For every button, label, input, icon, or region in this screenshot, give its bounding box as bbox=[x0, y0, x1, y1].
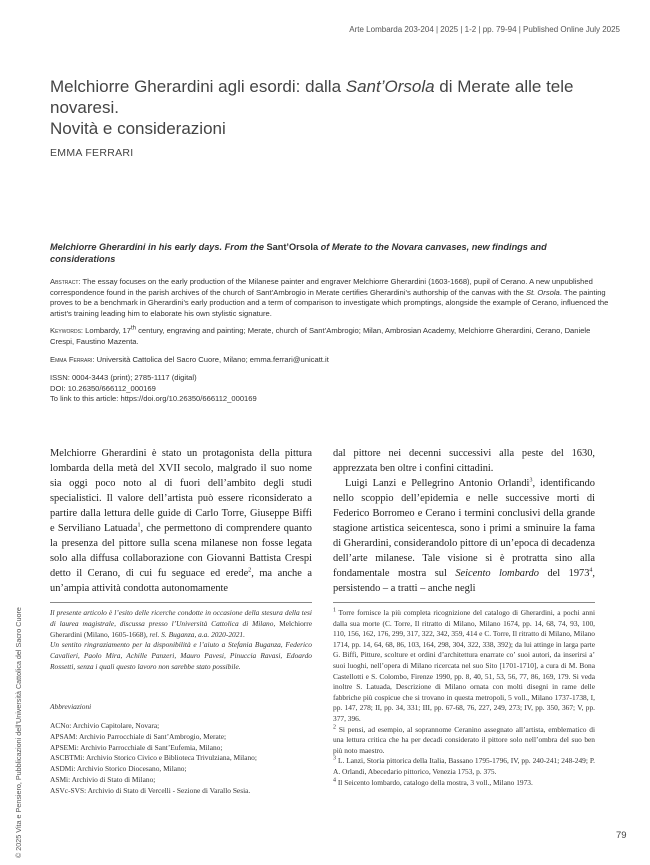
abbreviations-title: Abbreviazioni bbox=[50, 702, 92, 711]
footnote-ref[interactable]: 4 bbox=[589, 567, 593, 574]
acknowledgement bbox=[50, 608, 312, 673]
body-paragraph bbox=[50, 447, 312, 597]
body-text: , che permettono di comprendere quanto la presenza del pittore sulla scena milanese non fosse legata solo alla diffusa collaborazione con Giovanni Battista Crespi detto il Cerano, di cui fu seguace ed erede bbox=[50, 522, 312, 579]
abbreviation-item: ASVc-SVS: Archivio di Stato di Vercelli - Sezione di Varallo Sesia. bbox=[50, 785, 251, 795]
body-text: Luigi Lanzi e Pellegrino Antonio Orlandi bbox=[345, 477, 530, 489]
copyright-notice: © 2025 Vita e Pensiero, Pubblicazioni dell’Università Cattolica del Sacro Cuore bbox=[14, 607, 23, 858]
footnote-ref[interactable]: 3 bbox=[529, 477, 533, 484]
footnote-text: Si pensi, ad esempio, al soprannome Ceranino assegnato all’artista, emblematico di una lettura critica che ha per decadi considerato il pittore solo nell’ombra del suo ben più noto maestro. bbox=[333, 724, 595, 755]
title-italic: Sant’Orsola bbox=[345, 77, 435, 96]
body-column-left bbox=[50, 447, 312, 597]
abbreviation-item: APSAM: Archivio Parrocchiale di Sant’Ambrogio, Merate; bbox=[50, 731, 227, 741]
english-title-part3: of Merate to the Novara canvases, new findings and considerations bbox=[50, 242, 547, 264]
footnote-item bbox=[333, 756, 595, 777]
body-text: , ma anche a un’ampia attività condotta autonomamente bbox=[50, 567, 312, 594]
english-title-part2: Sant’Orsola bbox=[266, 242, 319, 252]
issn: ISSN: 0004-3443 (print); 2785-1117 (digital) bbox=[50, 373, 197, 383]
affiliation-text: : Università Cattolica del Sacro Cuore, Milano; emma.ferrari@unicatt.it bbox=[92, 354, 329, 364]
article-title bbox=[50, 76, 610, 139]
footnote-divider bbox=[50, 602, 312, 603]
article-header bbox=[50, 76, 610, 159]
body-text: Melchiorre Gherardini è stato un protagonista della pittura lombarda della metà del XVII secolo, malgrado il suo nome sia oggi poco noto al di fuori dell’ambito degli studi specialistici. Il valore dell’artista può essere riconsiderato a partire dalla lettura delle guide di Carlo Torre, Giuseppe Biffi e Serviliano Latuada bbox=[50, 448, 312, 534]
abbreviation-item: ASDMi: Archivio Storico Diocesano, Milano; bbox=[50, 764, 187, 773]
footnote-ref[interactable]: 2 bbox=[248, 567, 252, 574]
abbreviation-item: ASCBTMi: Archivio Storico Civico e Biblioteca Trivulziana, Milano; bbox=[50, 753, 257, 763]
english-title-part1: Melchiorre Gherardini in his early days. From the bbox=[50, 242, 267, 252]
footnote-item bbox=[333, 608, 595, 725]
footnote-number: 1 bbox=[333, 607, 336, 614]
body-text: del 1973 bbox=[539, 567, 590, 579]
footnote-ref[interactable]: 1 bbox=[137, 522, 141, 529]
page-number: 79 bbox=[616, 830, 627, 841]
ack-text-end: , rel. S. Buganza, a.a. 2020-2021. bbox=[145, 629, 245, 639]
keywords-label: Keywords bbox=[50, 326, 81, 336]
body-italic: Seicento lombardo bbox=[455, 567, 540, 579]
body-text: , persistendo – a tratti – anche negli bbox=[333, 567, 596, 594]
article-link[interactable]: To link to this article: https://doi.org/10.26350/666112_000169 bbox=[50, 394, 257, 404]
english-summary bbox=[50, 241, 610, 405]
affiliation-name: Emma Ferrari bbox=[50, 354, 93, 364]
footnotes bbox=[333, 608, 595, 788]
footnote-text: L. Lanzi, Storia pittorica della Italia, Bassano 1795-1796, IV, pp. 240-241; 248-249; P. A. Orlandi, Abecedario pittorico, Venezia 1753, p. 375. bbox=[333, 756, 595, 776]
title-text-start: Melchiorre Gherardini agli esordi: dalla bbox=[50, 77, 346, 96]
footnote-item bbox=[333, 725, 595, 757]
abbreviation-item: ACNo: Archivio Capitolare, Novara; bbox=[50, 721, 160, 730]
abbreviations-list bbox=[50, 721, 312, 796]
abstract-text: : The essay focuses on the early production of the Milanese painter and engraver Melchiorre Gherardini (1603-1668), pupil of Cerano. A new unpublished correspondence found in the parish archives of the church of Sant’Ambrogio in Merate certifies Gherardini’s authorship of the canvas with the bbox=[50, 277, 593, 297]
keywords-text: : Lombardy, 17 bbox=[80, 326, 131, 336]
abbreviation-item: ASMi: Archivio di Stato di Milano; bbox=[50, 774, 156, 784]
footnote-number: 4 bbox=[333, 777, 336, 784]
body-paragraph bbox=[333, 477, 595, 597]
abstract bbox=[50, 277, 610, 319]
abbreviation-item: APSEMi: Archivio Parrocchiale di Sant’Eufemia, Milano; bbox=[50, 742, 223, 752]
body-paragraph: dal pittore nei decenni successivi alla peste del 1630, apprezzata ben oltre i confini cittadini. bbox=[333, 448, 595, 474]
running-header: Arte Lombarda 203-204 | 2025 | 1-2 | pp. 79-94 | Published Online July 2025 bbox=[349, 25, 620, 34]
keywords-text-end: century, engraving and painting; Merate, church of Sant’Ambrogio; Milan, Ambrosian Academy, Melchiorre Gherardini, Cerano, Daniele Crespi, Faustino Mazenta. bbox=[50, 326, 591, 346]
footnote-divider bbox=[333, 602, 595, 603]
ack-text: Il presente articolo è l’esito delle ricerche condotte in occasione della stesura della tesi di laurea magistrale, discussa presso l’Università Cattolica di Milano, bbox=[50, 608, 312, 628]
abstract-italic: St. Orsola bbox=[526, 287, 560, 297]
author-name: EMMA FERRARI bbox=[50, 147, 134, 159]
footnote-number: 3 bbox=[333, 755, 336, 762]
ack-thesis-title: Melchiorre Gherardini (Milano, 1605-1668) bbox=[50, 618, 312, 639]
ack-paragraph bbox=[50, 608, 312, 640]
footnote-text: Torre fornisce la più completa ricognizione del catalogo di Gherardini, a pochi anni dalla sua morte (C. Torre, Il ritratto di Milano, Milano 1674, pp. 14, 68, 74, 93, 100, 110, 156, 162, 176, 299, 317, 322, 342, 359, 414 e C. Torre, Il ritratto di Milano, Milano 1714, pp. 14, 64, 68, 86, 103, 164, 298, 304, 322, 338, 392); da lui attinge in larga parte G. Biffi, Pitture, scolture et ordini d’architettura enarrate co’ suoi autori, da inserirsi a’ suoi luoghi, nell’opera di Milano ricercata nel suo Sito [1701-1710], a cura di M. Bona Castellotti e S. Colombo, Firenze 1990, pp. 8, 40, 51, 53, 56, 77, 86, 169, 179. Si veda inoltre S. Latuada, Descrizione di Milano ornata con molti disegni in rame delle fabbriche più cospicue che si trovano in questa metropoli, 5 voll., Milano 1737-1738, I, pp. 147, 278; II, pp. 34, 331; III, pp. 67-68, 76, 227, 249, 273; IV, pp. 350, 367; V, pp. 377, 396. bbox=[333, 608, 595, 723]
footnote-text: Il Seicento lombardo, catalogo della mostra, 3 voll., Milano 1973. bbox=[336, 777, 533, 787]
article-meta bbox=[50, 373, 610, 405]
keywords bbox=[50, 326, 610, 347]
english-title bbox=[50, 241, 610, 265]
abstract-label: Abstract bbox=[50, 277, 79, 286]
body-column-right bbox=[333, 447, 595, 597]
footnote-number: 2 bbox=[333, 724, 336, 731]
title-line-2: Novità e considerazioni bbox=[50, 119, 226, 138]
doi[interactable]: DOI: 10.26350/666112_000169 bbox=[50, 383, 156, 393]
footnote-item bbox=[333, 778, 595, 789]
body-text: , identificando nello scoppio dell’epidemia e nelle successive morti di Federico Borromeo e Cerano i termini conclusivi della grande stagione artistica seicentesca, sono i primi a sminuire la fama di Gherardini, considerandolo pittore di un’epoca di decadenza dell’arte milanese. Tale visione si è protratta sino alla fondamentale mostra sul bbox=[333, 477, 595, 579]
keywords-sup: th bbox=[131, 325, 137, 332]
title-text-end: di Merate alle tele novaresi. bbox=[50, 77, 574, 117]
abstract-text-end: . The painting proves to be a benchmark in Gherardini’s early production and a term of comparison to investigate which promptings, alongside the example of Cerano, influenced the artist’s training leading him to elaborate his own stylistic signature. bbox=[50, 287, 609, 318]
affiliation bbox=[50, 355, 610, 366]
ack-thanks: Un sentito ringraziamento per la disponibilità e l’aiuto a Stefania Buganza, Federico Cavalieri, Paolo Mira, Achille Panzeri, Mauro Pavesi, Pinuccia Ravasi, Edoardo Rossetti, senza i quali questo lavoro non sarebbe stato possibile. bbox=[50, 640, 312, 671]
